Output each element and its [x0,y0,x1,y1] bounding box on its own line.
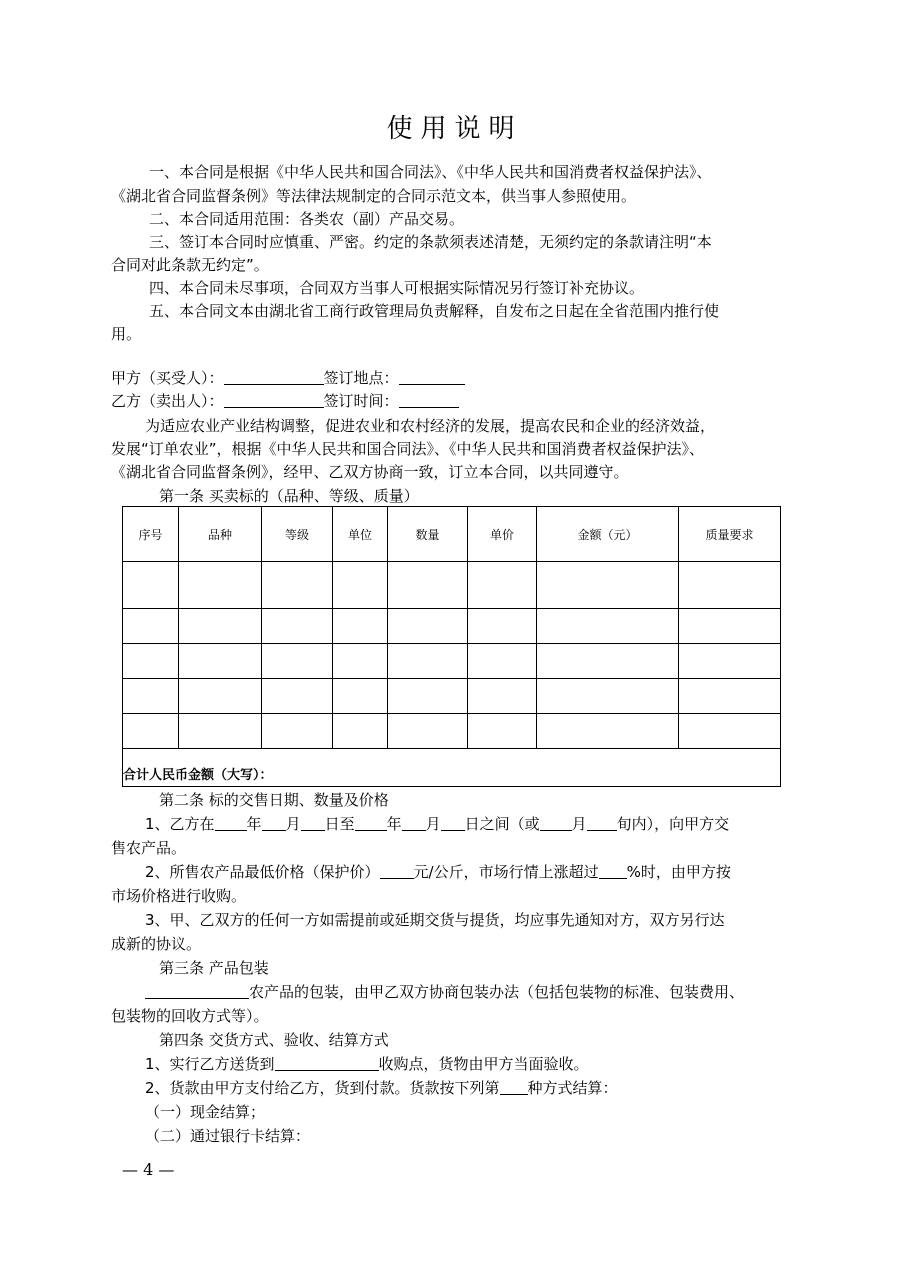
table-cell[interactable] [333,714,388,749]
text-segment: 种方式结算： [527,1079,618,1097]
text-segment: 收购点，货物由甲方当面验收。 [378,1055,589,1073]
text-segment: 2、货款由甲方支付给乙方，货到付款。货款按下列第 [145,1079,500,1097]
article-2-p2 [111,860,835,884]
start-month-field[interactable] [262,814,286,831]
table-row [123,679,781,714]
start-day-field[interactable] [301,814,325,831]
header-unit-price: 单价 [468,507,537,562]
preamble-1: 为适应农业产业结构调整，促进农业和农村经济的发展，提高农民和企业的经济效益， [145,417,716,435]
table-cell[interactable] [468,679,537,714]
party-a-label: 甲方（买受人）： [111,369,224,387]
preamble-2: 发展“订单农业”，根据《中华人民共和国合同法》、《中华人民共和国消费者权益保护法》、 [111,440,705,458]
header-quantity: 数量 [388,507,468,562]
header-amount: 金额（元） [537,507,679,562]
text-segment: 1、乙方在 [145,815,215,833]
table-cell[interactable] [679,714,781,749]
table-cell[interactable] [333,609,388,644]
table-cell[interactable] [468,609,537,644]
instruction-4: 四、本合同未尽事项，合同双方当事人可根据实际情况另行签订补充协议。 [149,279,645,297]
article-4-p2 [111,1076,835,1100]
price-rise-percent-field[interactable] [599,862,627,879]
party-b-label: 乙方（卖出人）： [111,392,224,410]
table-cell[interactable] [262,714,333,749]
alt-month-field[interactable] [540,814,572,831]
text-segment: 元/公斤，市场行情上涨超过 [413,863,599,881]
article-3-heading: 第三条 产品包装 [159,959,269,977]
party-a-field[interactable] [224,368,324,385]
table-cell[interactable] [262,644,333,679]
table-cell[interactable] [262,609,333,644]
header-serial: 序号 [123,507,179,562]
table-cell[interactable] [679,609,781,644]
article-2-p3b: 成新的协议。 [111,935,202,953]
article-2-p2b: 市场价格进行收购。 [111,887,247,905]
instruction-3a: 三、签订本合同时应慎重、严密。约定的条款须表述清楚，无须约定的条款请注明“本 [149,233,712,251]
table-cell[interactable] [179,562,262,609]
table-cell[interactable] [468,562,537,609]
table-cell[interactable] [388,562,468,609]
table-row [123,644,781,679]
alt-period-field[interactable] [587,814,617,831]
table-cell[interactable] [123,679,179,714]
party-b-field[interactable] [224,391,324,408]
instruction-3b: 合同对此条款无约定”。 [111,256,269,274]
table-cell[interactable] [333,679,388,714]
table-cell[interactable] [537,644,679,679]
table-cell[interactable] [468,714,537,749]
sign-time-field[interactable] [399,391,459,408]
sign-time-label: 签订时间： [323,392,399,410]
table-row [123,562,781,609]
article-2-p3: 3、甲、乙双方的任何一方如需提前或延期交货与提货，均应事先通知对方，双方另行达 [145,911,725,929]
settlement-option-bank-card: （二）通过银行卡结算： [145,1127,311,1145]
settlement-option-cash: （一）现金结算； [145,1103,266,1121]
table-cell[interactable] [679,644,781,679]
table-cell[interactable] [388,714,468,749]
article-3-p1 [111,980,835,1004]
table-cell[interactable] [123,609,179,644]
table-cell[interactable] [179,714,262,749]
table-cell[interactable] [537,609,679,644]
table-cell[interactable] [537,562,679,609]
text-segment: 旬内），向甲方交 [616,815,730,833]
table-row [123,609,781,644]
text-segment: 月 [571,815,587,833]
table-cell[interactable] [333,562,388,609]
start-year-field[interactable] [215,814,247,831]
article-1-heading: 第一条 买卖标的（品种、等级、质量） [159,487,419,505]
table-cell[interactable] [179,679,262,714]
text-segment: %时，由甲方按 [626,863,731,881]
table-row [123,714,781,749]
table-cell[interactable] [388,644,468,679]
table-cell[interactable] [388,609,468,644]
text-segment: 月 [285,815,301,833]
table-cell[interactable] [179,644,262,679]
sign-place-label: 签订地点： [323,369,399,387]
min-price-field[interactable] [380,862,414,879]
table-cell[interactable] [262,679,333,714]
packaging-product-field[interactable] [145,982,249,999]
text-segment: 月 [425,815,441,833]
header-variety: 品种 [179,507,262,562]
table-cell[interactable] [537,679,679,714]
table-total-row [123,749,781,787]
table-header-row [123,507,781,562]
end-year-field[interactable] [355,814,387,831]
end-month-field[interactable] [402,814,426,831]
instruction-1b: 《湖北省合同监督条例》等法律法规制定的合同示范文本，供当事人参照使用。 [111,187,637,205]
instruction-5a: 五、本合同文本由湖北省工商行政管理局负责解释，自发布之日起在全省范围内推行使 [149,302,720,320]
text-segment: 1、实行乙方送货到 [145,1055,275,1073]
article-2-p1b: 售农产品。 [111,839,187,857]
end-day-field[interactable] [441,814,465,831]
text-segment: 年 [246,815,262,833]
instruction-5b: 用。 [111,325,142,343]
header-quality: 质量要求 [679,507,781,562]
total-amount-label[interactable]: 合计人民币金额（大写）： [123,749,781,787]
sign-place-field[interactable] [399,368,465,385]
article-4-heading: 第四条 交货方式、验收、结算方式 [159,1031,389,1049]
table-cell[interactable] [179,609,262,644]
page-number: — 4 — [122,1160,175,1179]
text-segment: 日至 [324,815,355,833]
instruction-1a: 一、本合同是根据《中华人民共和国合同法》、《中华人民共和国消费者权益保护法》、 [149,163,712,181]
settlement-method-field[interactable] [500,1078,528,1095]
instruction-2: 二、本合同适用范围：各类农（副）产品交易。 [149,210,465,228]
page-title: 使用说明 [386,114,523,144]
text-segment: 年 [386,815,402,833]
table-cell[interactable] [123,714,179,749]
article-2-p1 [111,812,835,836]
text-segment: 2、所售农产品最低价格（保护价） [145,863,380,881]
table-cell[interactable] [679,562,781,609]
table-cell[interactable] [537,714,679,749]
article-3-p1b: 包装物的回收方式等）。 [111,1007,269,1025]
table-cell[interactable] [123,562,179,609]
table-cell[interactable] [123,644,179,679]
table-cell[interactable] [262,562,333,609]
header-grade: 等级 [262,507,333,562]
party-a-line [111,366,801,390]
party-b-line [111,389,801,413]
text-segment: 日之间（或 [464,815,540,833]
text-segment: 农产品的包装，由甲乙双方协商包装办法（包括包装物的标准、包装费用、 [249,983,745,1001]
items-table [122,506,781,787]
article-4-p1 [111,1052,835,1076]
table-cell[interactable] [468,644,537,679]
header-unit: 单位 [333,507,388,562]
table-cell[interactable] [679,679,781,714]
table-cell[interactable] [333,644,388,679]
preamble-3: 《湖北省合同监督条例》，经甲、乙双方协商一致，订立本合同，以共同遵守。 [111,463,629,481]
article-2-heading: 第二条 标的交售日期、数量及价格 [159,791,389,809]
delivery-point-field[interactable] [275,1054,379,1071]
table-cell[interactable] [388,679,468,714]
